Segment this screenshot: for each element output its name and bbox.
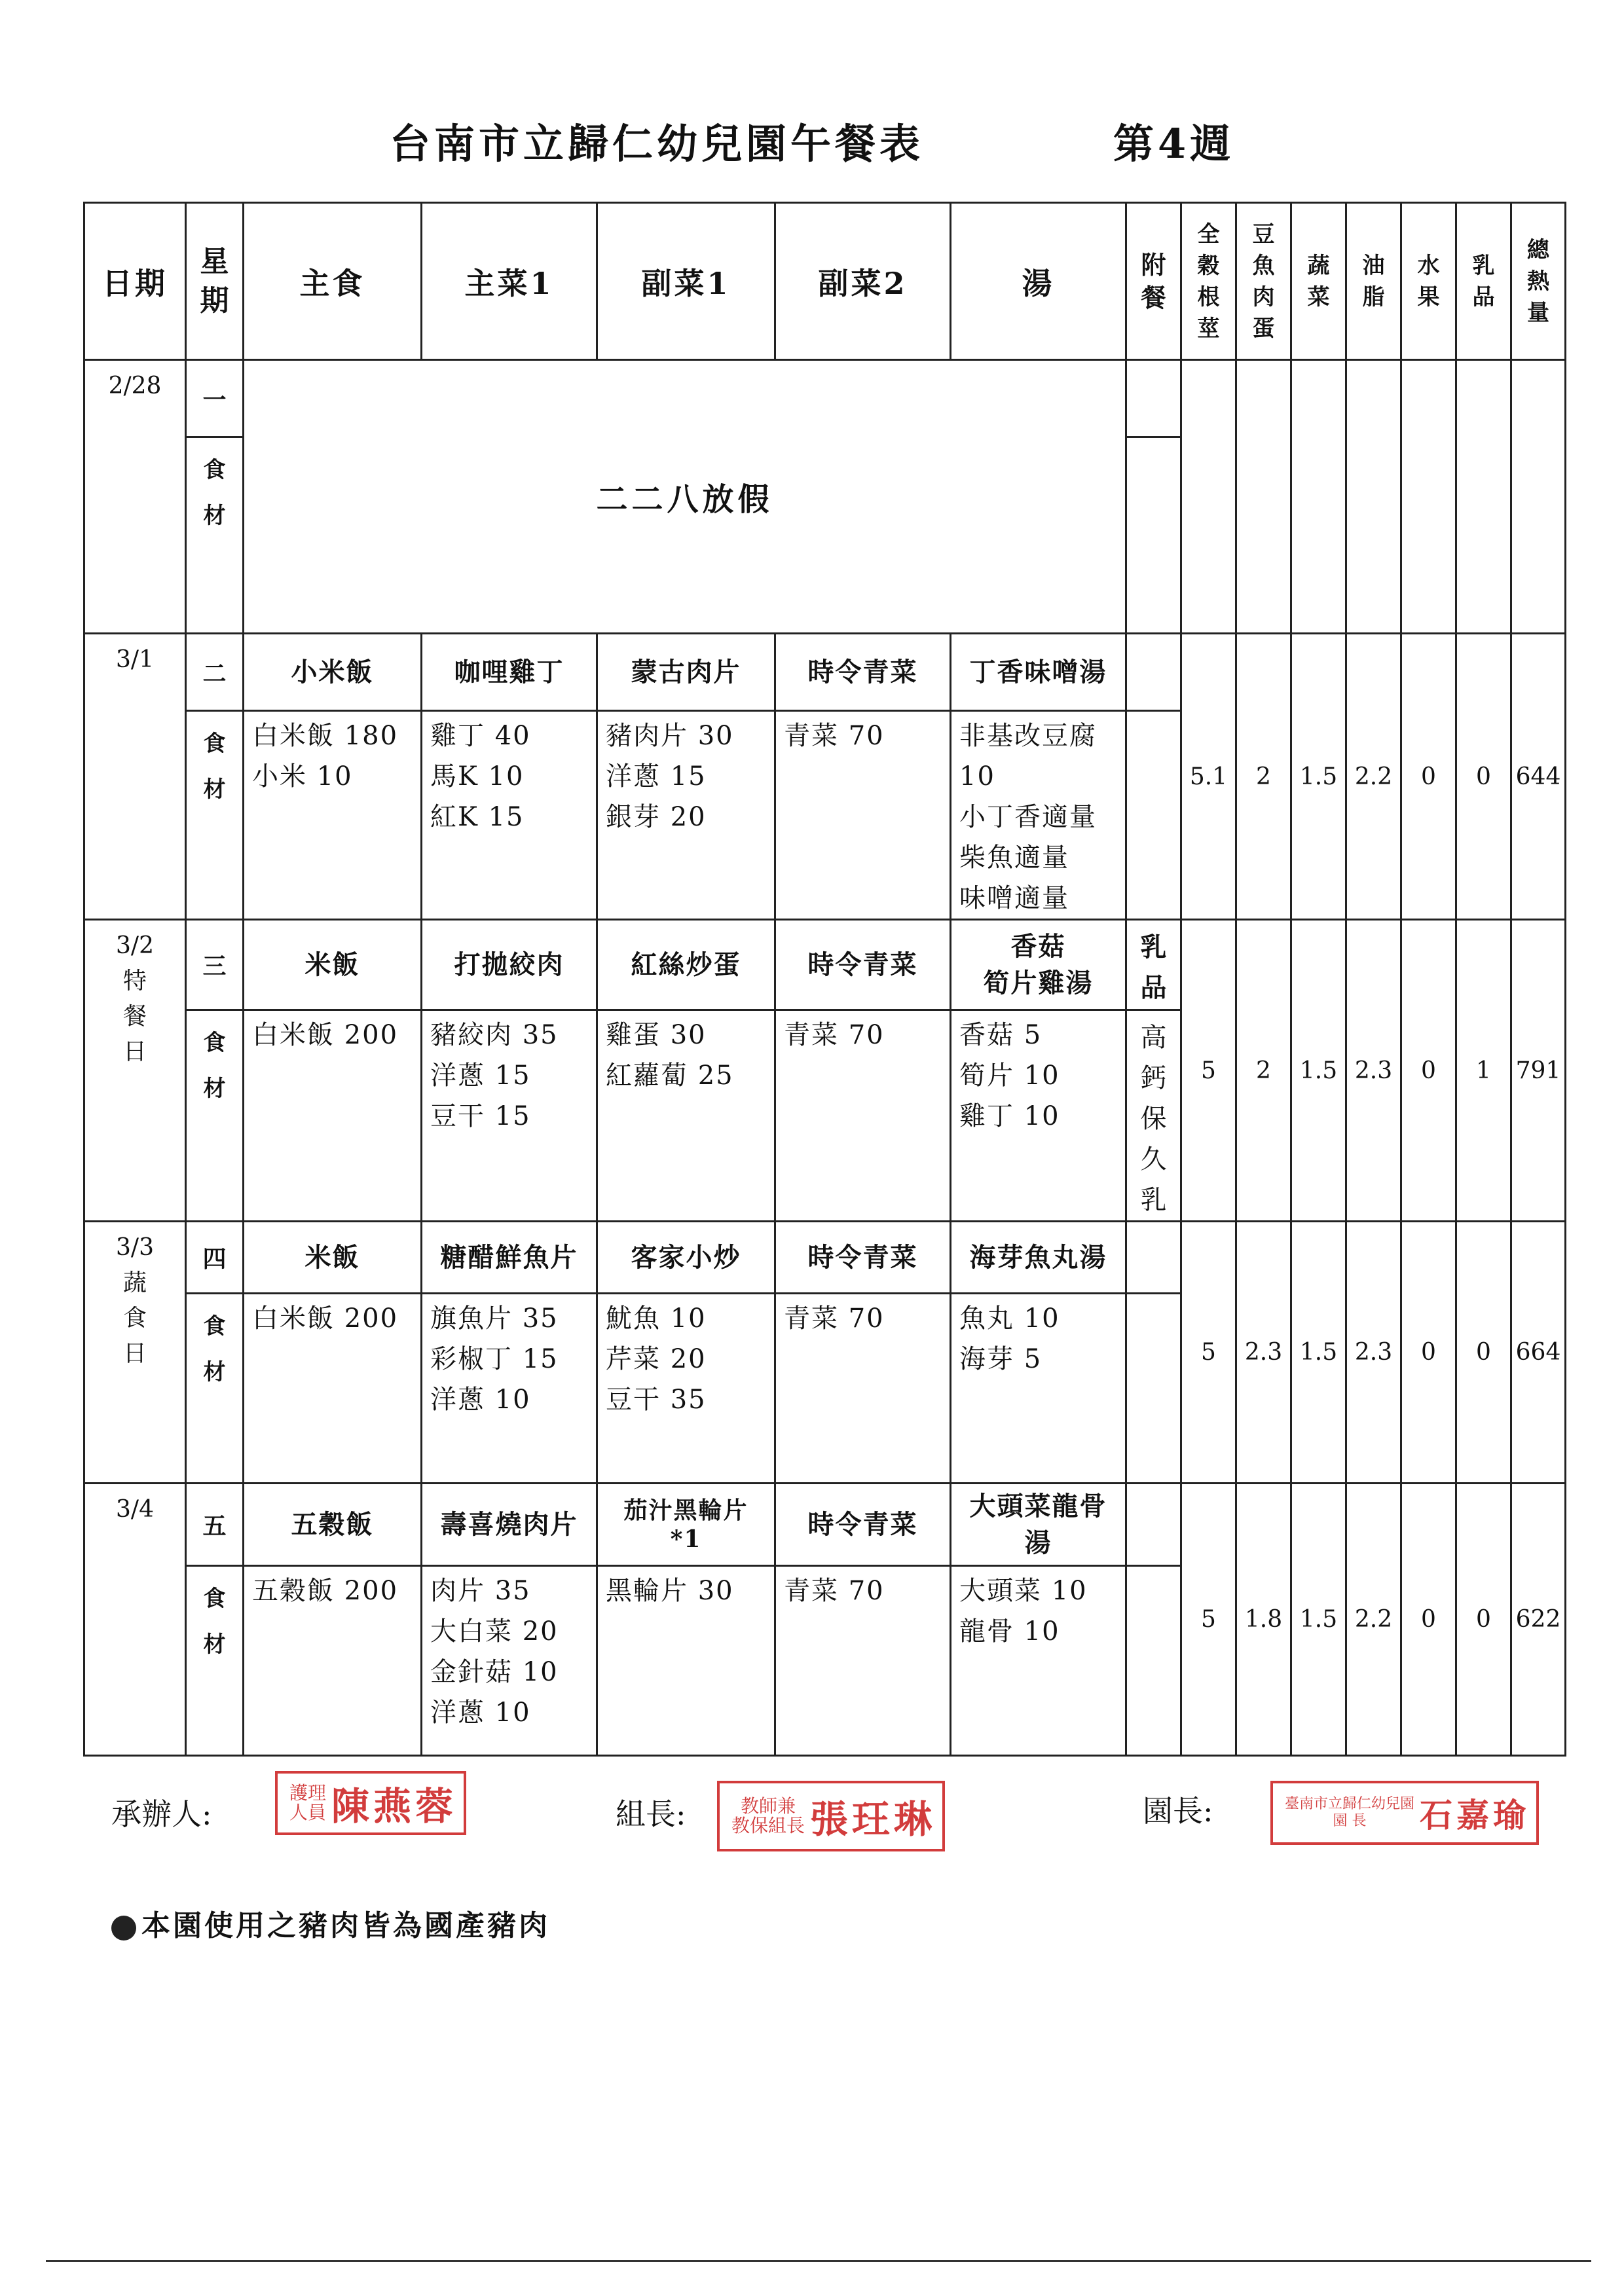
empty-nutrition: [1401, 360, 1456, 634]
extra-cell: [1126, 1222, 1181, 1294]
ingredient-label: 食 材: [186, 1010, 244, 1222]
side2-ingredients: 青菜 70: [775, 1294, 951, 1484]
grains-value: 5.1: [1181, 634, 1236, 920]
handler-label: 承辦人:: [111, 1796, 212, 1832]
empty-nutrition: [1456, 360, 1511, 634]
fruit-value: 0: [1401, 920, 1456, 1222]
soup-ingredients: 香菇 5 筍片 10 雞丁 10: [951, 1010, 1126, 1222]
extra-cell: [1126, 711, 1181, 920]
extra-cell: [1126, 1566, 1181, 1756]
side2-dish: 時令青菜: [775, 1222, 951, 1294]
weekday-cell: 五: [186, 1484, 244, 1566]
day-row-2: [84, 920, 1566, 1010]
date-cell: 3/2 特 餐 日: [84, 920, 186, 1222]
soup-dish: 大頭菜龍骨 湯: [951, 1484, 1126, 1566]
title-row: [0, 111, 1624, 183]
protein-value: 2: [1236, 634, 1291, 920]
handler-stamp: 護理 人員 陳燕蓉: [275, 1771, 466, 1835]
main1-ingredients: 肉片 35 大白菜 20 金針菇 10 洋蔥 10: [422, 1566, 597, 1756]
main1-dish: 糖醋鮮魚片: [422, 1222, 597, 1294]
side1-dish: 蒙古肉片: [597, 634, 775, 711]
dairy-value: 1: [1456, 920, 1511, 1222]
protein-value: 2: [1236, 920, 1291, 1222]
main1-dish: 咖哩雞丁: [422, 634, 597, 711]
empty-nutrition: [1181, 360, 1236, 634]
calories-value: 622: [1511, 1484, 1566, 1756]
grains-value: 5: [1181, 1484, 1236, 1756]
side1-dish: 紅絲炒蛋: [597, 920, 775, 1010]
main1-dish: 壽喜燒肉片: [422, 1484, 597, 1566]
col-fruit: 水 果: [1401, 203, 1456, 360]
dairy-value: 0: [1456, 1222, 1511, 1484]
lunch-menu-table: [83, 202, 1566, 1757]
header-row: [84, 203, 1566, 360]
day-row-0: [84, 360, 1566, 437]
veg-value: 1.5: [1291, 1222, 1346, 1484]
date-cell: 3/1: [84, 634, 186, 920]
soup-ingredients: 非基改豆腐 10 小丁香適量 柴魚適量 味噌適量: [951, 711, 1126, 920]
soup-dish: 海芽魚丸湯: [951, 1222, 1126, 1294]
empty-nutrition: [1346, 360, 1401, 634]
fruit-value: 0: [1401, 1484, 1456, 1756]
col-main1: 主菜1: [422, 203, 597, 360]
staple-ingredients: 五穀飯 200: [244, 1566, 422, 1756]
main1-ingredients: 旗魚片 35 彩椒丁 15 洋蔥 10: [422, 1294, 597, 1484]
col-protein: 豆 魚 肉 蛋: [1236, 203, 1291, 360]
holiday-cell: 二二八放假: [244, 360, 1126, 634]
col-dairy: 乳 品: [1456, 203, 1511, 360]
main1-ingredients: 雞丁 40 馬K 10 紅K 15: [422, 711, 597, 920]
veg-value: 1.5: [1291, 920, 1346, 1222]
side2-dish: 時令青菜: [775, 634, 951, 711]
col-oil: 油 脂: [1346, 203, 1401, 360]
staple-dish: 小米飯: [244, 634, 422, 711]
date-cell: 3/3 蔬 食 日: [84, 1222, 186, 1484]
bullet-icon: [111, 1916, 136, 1941]
oil-value: 2.2: [1346, 634, 1401, 920]
col-weekday: 星 期: [186, 203, 244, 360]
soup-ingredients: 大頭菜 10 龍骨 10: [951, 1566, 1126, 1756]
col-side2: 副菜2: [775, 203, 951, 360]
side1-ingredients: 雞蛋 30 紅蘿蔔 25: [597, 1010, 775, 1222]
staple-ingredients: 白米飯 180 小米 10: [244, 711, 422, 920]
date-cell: 2/28: [84, 360, 186, 634]
leader-stamp: 教師兼 教保組長 張玨琳: [717, 1781, 945, 1851]
extra-title: 乳 品: [1126, 920, 1181, 1010]
note-text: 本園使用之豬肉皆為國產豬肉: [141, 1909, 550, 1942]
col-grains: 全 穀 根 莖: [1181, 203, 1236, 360]
col-calories: 總 熱 量: [1511, 203, 1566, 360]
protein-value: 1.8: [1236, 1484, 1291, 1756]
calories-value: 644: [1511, 634, 1566, 920]
weekday-cell: 三: [186, 920, 244, 1010]
day-row-3: [84, 1222, 1566, 1294]
extra-ingredients: 高 鈣 保 久 乳: [1126, 1010, 1181, 1222]
side2-ingredients: 青菜 70: [775, 711, 951, 920]
fruit-value: 0: [1401, 1222, 1456, 1484]
soup-ingredients: 魚丸 10 海芽 5: [951, 1294, 1126, 1484]
grains-value: 5: [1181, 920, 1236, 1222]
side2-dish: 時令青菜: [775, 920, 951, 1010]
date-note: 特: [122, 968, 147, 994]
leader-label: 組長:: [616, 1796, 686, 1832]
col-side1: 副菜1: [597, 203, 775, 360]
ingredient-label: 食 材: [186, 711, 244, 920]
ingredient-label: 食 材: [186, 437, 244, 634]
main1-ingredients: 豬絞肉 35 洋蔥 15 豆干 15: [422, 1010, 597, 1222]
extra-cell: [1126, 360, 1181, 437]
side1-dish: 客家小炒: [597, 1222, 775, 1294]
empty-nutrition: [1291, 360, 1346, 634]
col-date: 日期: [84, 203, 186, 360]
side2-ingredients: 青菜 70: [775, 1010, 951, 1222]
fruit-value: 0: [1401, 634, 1456, 920]
grains-value: 5: [1181, 1222, 1236, 1484]
oil-value: 2.3: [1346, 1222, 1401, 1484]
oil-value: 2.3: [1346, 920, 1401, 1222]
director-label: 園長:: [1143, 1793, 1213, 1829]
dairy-value: 0: [1456, 634, 1511, 920]
weekday-cell: 四: [186, 1222, 244, 1294]
footer-line: [46, 2260, 1591, 2262]
extra-cell: [1126, 634, 1181, 711]
ingredient-label: 食 材: [186, 1294, 244, 1484]
staple-ingredients: 白米飯 200: [244, 1294, 422, 1484]
empty-nutrition: [1236, 360, 1291, 634]
calories-value: 791: [1511, 920, 1566, 1222]
empty-nutrition: [1511, 360, 1566, 634]
director-stamp: 臺南市立歸仁幼兒園 園 長 石嘉瑜: [1270, 1781, 1539, 1845]
side1-ingredients: 黑輪片 30: [597, 1566, 775, 1756]
weekday-cell: 二: [186, 634, 244, 711]
col-soup: 湯: [951, 203, 1126, 360]
date-note: 蔬: [122, 1269, 147, 1296]
veg-value: 1.5: [1291, 634, 1346, 920]
dairy-value: 0: [1456, 1484, 1511, 1756]
day-row-4: [84, 1484, 1566, 1566]
col-staple: 主食: [244, 203, 422, 360]
oil-value: 2.2: [1346, 1484, 1401, 1756]
side1-ingredients: 魷魚 10 芹菜 20 豆干 35: [597, 1294, 775, 1484]
extra-cell: [1126, 1484, 1181, 1566]
side1-ingredients: 豬肉片 30 洋蔥 15 銀芽 20: [597, 711, 775, 920]
weekday-cell: 一: [186, 360, 244, 437]
staple-dish: 五穀飯: [244, 1484, 422, 1566]
col-veg: 蔬 菜: [1291, 203, 1346, 360]
soup-dish: 香菇 筍片雞湯: [951, 920, 1126, 1010]
date-cell: 3/4: [84, 1484, 186, 1756]
side1-dish: 茄汁黑輪片 *1: [597, 1484, 775, 1566]
pork-origin-note: [111, 1902, 550, 1944]
veg-value: 1.5: [1291, 1484, 1346, 1756]
side2-ingredients: 青菜 70: [775, 1566, 951, 1756]
side2-dish: 時令青菜: [775, 1484, 951, 1566]
ingredient-label: 食 材: [186, 1566, 244, 1756]
day-row-1: [84, 634, 1566, 711]
week-label: 第4週: [1113, 120, 1235, 168]
signature-row: [0, 1761, 1624, 1853]
page-title: 台南市立歸仁幼兒園午餐表: [390, 120, 925, 168]
protein-value: 2.3: [1236, 1222, 1291, 1484]
extra-cell: [1126, 1294, 1181, 1484]
staple-dish: 米飯: [244, 920, 422, 1010]
soup-dish: 丁香味噌湯: [951, 634, 1126, 711]
extra-cell: [1126, 437, 1181, 634]
col-extra: 附 餐: [1126, 203, 1181, 360]
main1-dish: 打拋絞肉: [422, 920, 597, 1010]
staple-dish: 米飯: [244, 1222, 422, 1294]
staple-ingredients: 白米飯 200: [244, 1010, 422, 1222]
calories-value: 664: [1511, 1222, 1566, 1484]
